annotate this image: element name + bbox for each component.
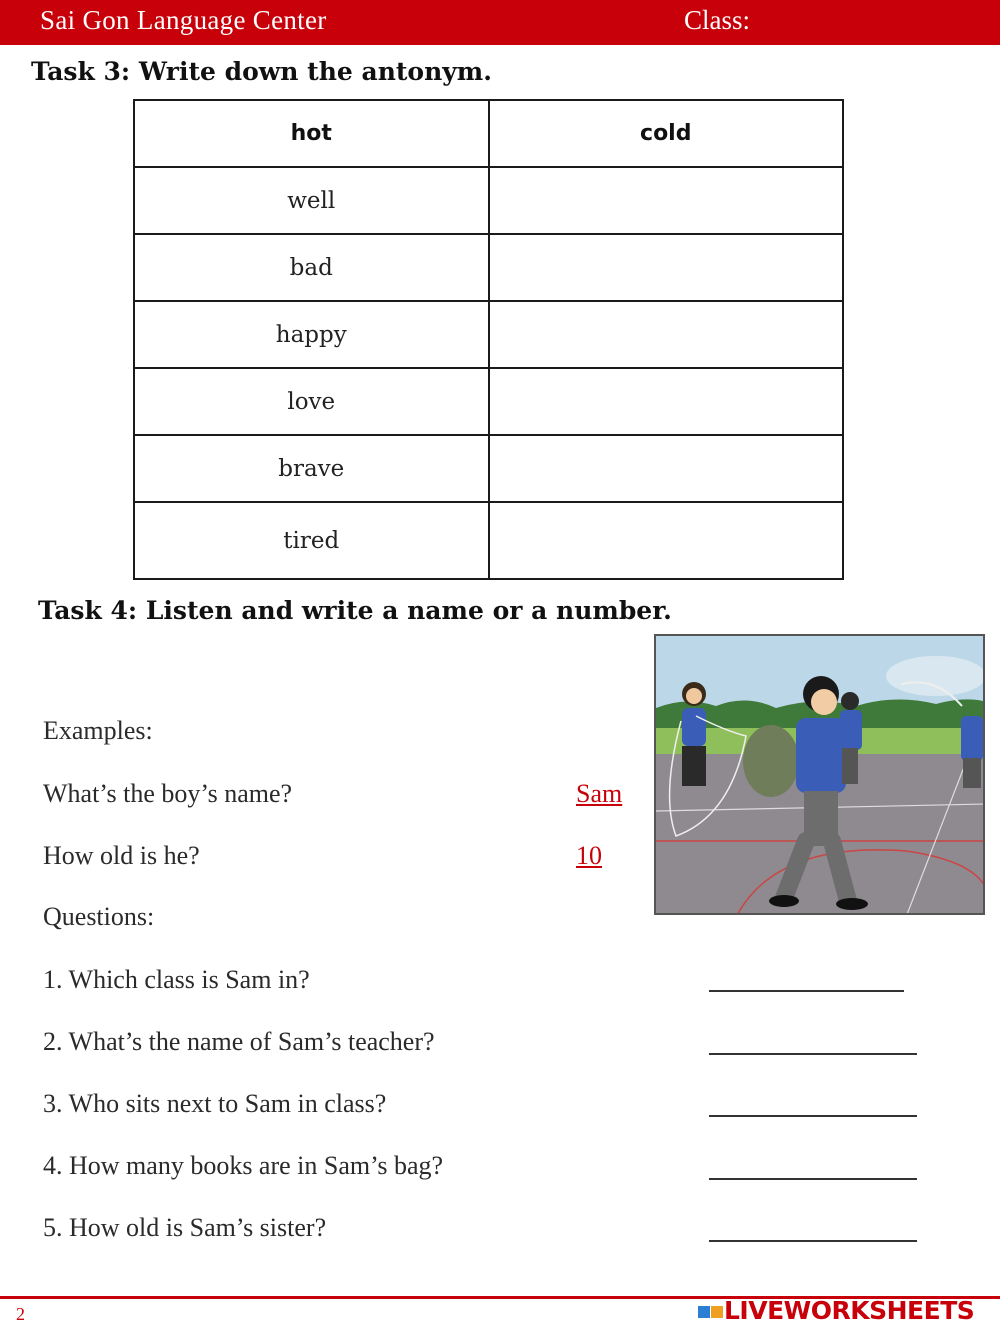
antonym-table	[133, 99, 844, 580]
brand-text: LIVEWORKSHEETS	[724, 1296, 975, 1325]
antonym-answer-cell[interactable]	[489, 368, 843, 435]
center-name: Sai Gon Language Center	[40, 5, 327, 35]
word-cell: happy	[134, 301, 489, 368]
examples-label: Examples:	[43, 716, 153, 745]
example-antonym: cold	[489, 100, 843, 167]
answer-blank-3[interactable]	[709, 1115, 917, 1117]
class-label: Class:	[684, 5, 751, 35]
header-bar	[0, 0, 1000, 45]
example-answer-2: 10	[576, 841, 602, 870]
answer-blank-4[interactable]	[709, 1178, 917, 1180]
word-cell: well	[134, 167, 489, 234]
illustration-boy-walking	[654, 634, 985, 915]
question-1: 1. Which class is Sam in?	[43, 965, 310, 994]
page-number: 2	[16, 1304, 25, 1324]
antonym-answer-cell[interactable]	[489, 301, 843, 368]
answer-blank-5[interactable]	[709, 1240, 917, 1242]
table-row	[134, 368, 843, 435]
antonym-answer-cell[interactable]	[489, 167, 843, 234]
question-2: 2. What’s the name of Sam’s teacher?	[43, 1027, 435, 1056]
logo-square-icon	[711, 1306, 723, 1318]
table-header-row	[134, 100, 843, 167]
answer-blank-2[interactable]	[709, 1053, 917, 1055]
question-4: 4. How many books are in Sam’s bag?	[43, 1151, 444, 1180]
antonym-answer-cell[interactable]	[489, 435, 843, 502]
table-row	[134, 435, 843, 502]
questions-label: Questions:	[43, 902, 155, 931]
task3-title: Task 3: Write down the antonym.	[31, 57, 492, 86]
antonym-answer-cell[interactable]	[489, 234, 843, 301]
task4-title: Task 4: Listen and write a name or a number.	[38, 596, 672, 625]
table-row	[134, 167, 843, 234]
liveworksheets-logo[interactable]	[698, 1296, 974, 1325]
word-cell: love	[134, 368, 489, 435]
word-cell: brave	[134, 435, 489, 502]
logo-square-icon	[698, 1306, 710, 1318]
table-row	[134, 502, 843, 579]
question-5: 5. How old is Sam’s sister?	[43, 1213, 327, 1242]
word-cell: tired	[134, 502, 489, 579]
antonym-answer-cell[interactable]	[489, 502, 843, 579]
table-row	[134, 234, 843, 301]
example-answer-1: Sam	[576, 779, 623, 808]
schoolyard-illustration	[656, 636, 985, 915]
question-3: 3. Who sits next to Sam in class?	[43, 1089, 387, 1118]
answer-blank-1[interactable]	[709, 990, 904, 992]
example-word: hot	[134, 100, 489, 167]
table-row	[134, 301, 843, 368]
example-question-1: What’s the boy’s name?	[43, 779, 293, 808]
word-cell: bad	[134, 234, 489, 301]
example-question-2: How old is he?	[43, 841, 200, 870]
